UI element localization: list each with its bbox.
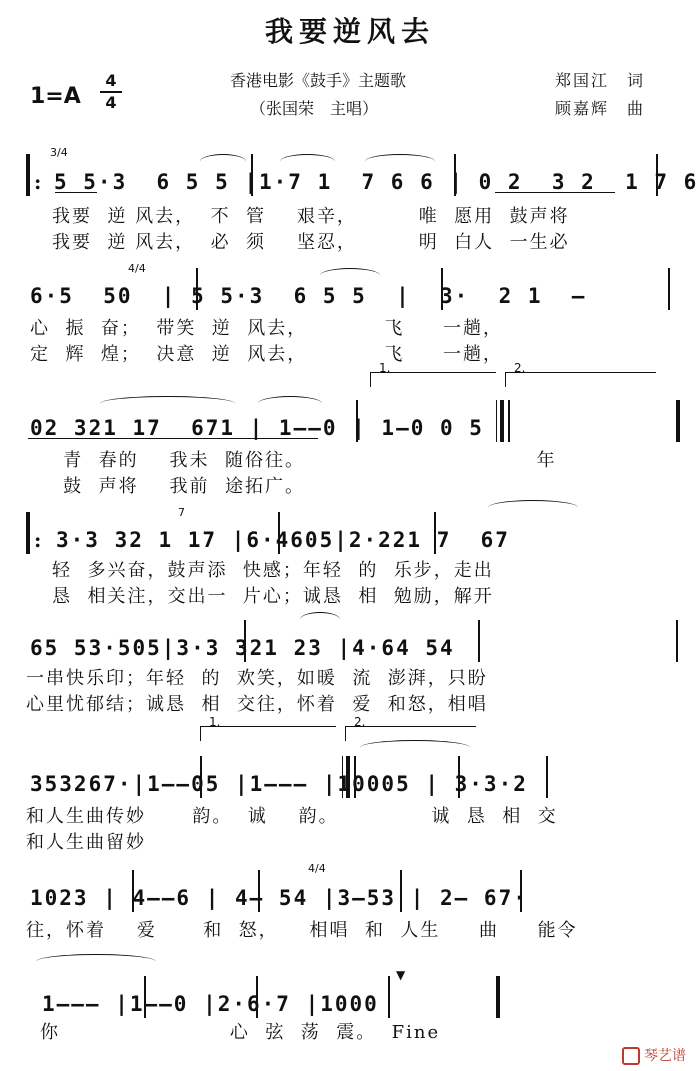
lyrics-row-7: 往，怀着 爱 和 怒， 相唱 和 人生 曲 能令 [26, 920, 578, 941]
notes-row-7: 1023 | 4——6 | 4— 54 |3—53 | 2— 67· [30, 886, 528, 910]
meter-mark-7: 7 [178, 506, 185, 519]
lyrics-row-4-verse-1: 轻 多兴奋，鼓声添 快感；年轻 的 乐步，走出 [52, 560, 494, 581]
lyricist-credit: 郑国江 词 [555, 71, 646, 90]
notes-row-5: 65 53·505|3·3 321 23 |4·64 54 [30, 636, 455, 660]
lyrics-row-6-verse-2: 和人生曲留妙 [26, 832, 146, 853]
lyrics-row-2-verse-1: 心 振 奋； 带笑 逆 风去， 飞 一趟， [30, 318, 504, 339]
notation-row-6 [26, 766, 676, 798]
site-logo: 琴艺谱 [622, 1045, 686, 1065]
first-ending-bracket-2: 1. [200, 726, 336, 741]
time-signature-top: 4 [105, 71, 117, 90]
notes-row-3: 02 321 17 671 | 1——0 | 1—0 0 5 [30, 416, 484, 440]
lyrics-row-3-verse-1: 青 春的 我未 随俗往。 年 [40, 450, 557, 471]
lyrics-row-3-verse-2: 鼓 声将 我前 途拓广。 [40, 476, 305, 497]
lyrics-row-2-verse-2: 定 辉 煌； 决意 逆 风去， 飞 一趟， [30, 344, 504, 365]
notation-row-1: : 5 5·3 6 5 5 |1·7 1 7 6 6 | 0 2 3 2 1 7 6 [26, 164, 676, 196]
lyrics-row-4-verse-2: 恳 相关注，交出一 片心；诚恳 相 勉励，解开 [52, 586, 494, 607]
notation-row-8 [26, 986, 676, 1018]
notes-row-6: 353267·|1——05 |1——— |10005 | 3·3·2 [30, 772, 528, 796]
composer-credit: 顾嘉辉 曲 [555, 99, 646, 118]
meter-mark: 3/4 [50, 146, 68, 159]
time-change-mark-2: 4/4 [308, 862, 326, 875]
lyrics-row-1-verse-2: 我要 逆 风去， 必 须 坚忍， 明 白人 一生必 [52, 232, 570, 253]
subtitle: 香港电影《鼓手》主题歌 [230, 71, 407, 90]
notation-row-7 [26, 880, 676, 912]
lyrics-row-5-verse-2: 心里忧郁结；诚恳 相 交往，怀着 爱 和怒，相唱 [26, 694, 488, 715]
second-ending-bracket: 2. [505, 372, 656, 387]
fermata-icon: ▼ [396, 968, 406, 982]
notes-row-4: 3·3 32 1 17 |6·4605|2·221 7 67 [56, 528, 510, 552]
notes-row-2: 6·5 50 | 5 5·3 6 5 5 | 3· 2 1 — [30, 284, 587, 308]
second-ending-bracket-2: 2. [345, 726, 476, 741]
lyrics-row-6-verse-1: 和人生曲传妙 韵。 诚 韵。 诚 恳 相 交 [26, 806, 558, 827]
notes-row-8: 1——— |1——0 |2·6·7 |1000 [42, 992, 379, 1016]
lyrics-row-5-verse-1: 一串快乐印；年轻 的 欢笑，如暖 流 澎湃，只盼 [26, 668, 488, 689]
time-change-mark: 4/4 [128, 262, 146, 275]
lyrics-row-8: 你 心 弦 荡 震。 Fine [40, 1022, 441, 1043]
notation-row-5 [26, 630, 676, 662]
lyrics-row-1-verse-1: 我要 逆 风去， 不 管 艰辛， 唯 愿用 鼓声将 [52, 206, 570, 227]
key-signature: 1=A [30, 84, 81, 109]
notes-row-1: 5 5·3 6 5 5 |1·7 1 7 6 6 | 0 2 3 2 1 7 6 [54, 170, 699, 194]
page-title: 我要逆风去 [264, 15, 435, 48]
time-signature [100, 72, 122, 112]
singer: （张国荣 主唱） [250, 99, 379, 118]
time-signature-bottom: 4 [105, 93, 117, 112]
first-ending-bracket: 1. [370, 372, 496, 387]
notation-row-4: : 3·3 32 1 17 |6·4605|2·221 7 67 [26, 522, 676, 554]
